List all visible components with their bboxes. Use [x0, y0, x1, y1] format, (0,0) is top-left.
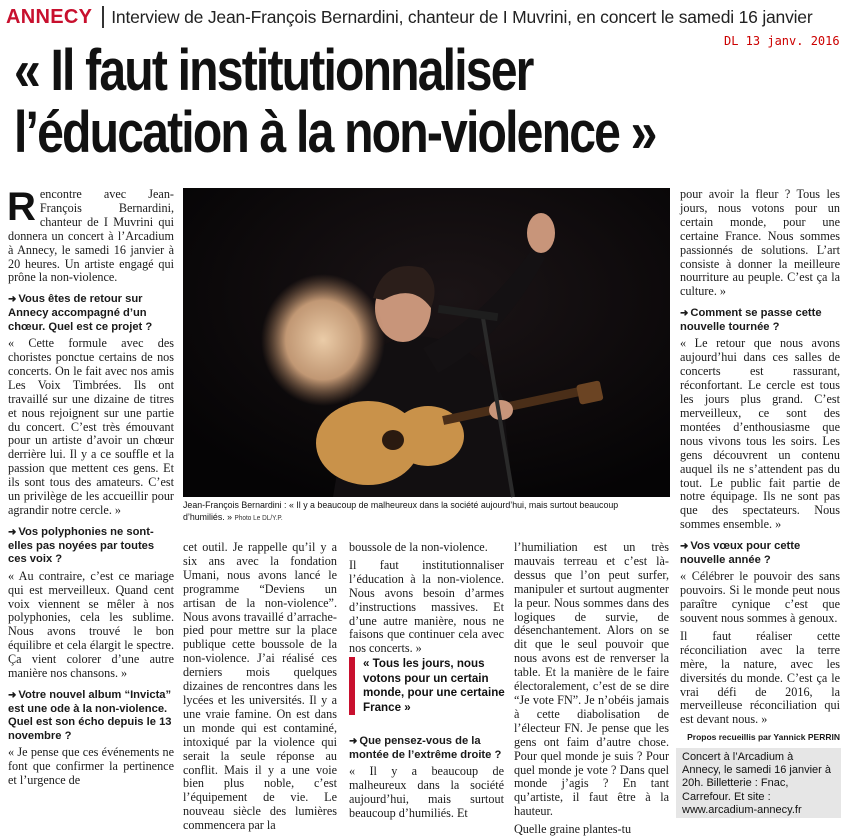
section-label: ANNECY: [6, 5, 93, 28]
pull-quote: « Tous les jours, nous votons pour un certain monde, pour une certaine France »: [349, 657, 507, 715]
arrow-icon: ➜: [349, 736, 358, 747]
arrow-icon: ➜: [680, 541, 689, 553]
column-3: boussole de la non-violence. Il faut institutionnaliser l’éducation à la non-violence. Nous avons besoin d’armes d’instructions massives. Et d’une autre manière, nous ne faisons que continuer cela avec nos concerts. »: [349, 540, 504, 656]
column-5: pour avoir la fleur ? Tous les jours, nous votons pour un certain monde, pour une certaine France. Nous sommes passionnés de solutions. L’art consiste à donner la meilleure nourriture au peuple. C’est ça la culture. » ➜ Comment se passe cette nouvelle tournée ? « Le retour que nous avons aujourd’hui dans ces salles de concerts est rassurant, réconfortant. Le cercle est tous les jours plus grand. C’est merveilleux, ce sont des montées d’enthousiasme que nous vivons tous les soirs. Les gens découvrent un contenu auquel ils ne s’attendent pas du tout. Le public fait partie de notre équipage. Ils ne sont pas que des spectateurs. Nous sommes ensemble. » ➜ Vos vœux pour cette nouvelle année ? « Célébrer le pouvoir des sans pouvoirs. Si le monde peut nous paraître cynique c’est que souvent nous sommes à genoux. Il faut réaliser cette réconciliation avec la terre mère, la nature, avec les diversités du monde. C’est ça le vrai défi de 2016, la merveilleuse réconciliation qui est devant nous. » Propos recueillis par Yannick PERRIN: [680, 188, 840, 743]
concert-info-box: Concert à l’Arcadium à Annecy, le samedi 16 janvier à 20h. Billetterie : Fnac, Carrefour. Et site : www.arcadium-annecy.fr: [676, 748, 841, 818]
drop-cap: R: [7, 185, 36, 229]
column-1: [7, 185, 174, 818]
photo-credit: Photo Le DL/Y.P.: [234, 515, 283, 522]
arrow-icon: ➜: [8, 526, 17, 538]
question-2: ➜ Vos polyphonies ne sont-elles pas noyées par toutes ces voix ?: [8, 525, 155, 566]
headline-line-2: l’éducation à la non-violence »: [14, 100, 656, 165]
answer-5: « Le retour que nous avons aujourd’hui dans ces salles de concerts est rassurant, réconfortant. Le cercle est tous les jours plus grand. C’est merveilleux, ce sont des montées d’enthousiasme que nous vivons tous les soirs. Les gens découvrent un contenu auquel ils ne s’attendent pas du tout. Le public fait partie de notre équipage. Ils ne sont pas que des spectateurs. Nous sommes ensemble. »: [680, 336, 840, 532]
photo-caption: Jean-François Bernardini : « Il y a beaucoup de malheureux dans la société aujourd’hui, mais surtout beaucoup d’humiliés. » Photo Le DL/Y.P.: [183, 500, 619, 523]
headline: [14, 40, 703, 164]
column-2: cet outil. Je rappelle qu’il y a six ans avec la fondation Umani, nous avons lancé le programme “Deviens un artisan de la non-violence”. Nous avons travaillé d’arrache-pied pour mettre sur la place publique cette boussole de la non-violence. J’ai réalisé ces derniers mois quelques dizaines de rencontres dans les lycées et les universités. Il y a une vraie famine. On est dans un monde qui est contaminé, intoxiqué par la violence qui serait la seule réponse au conflit. Mais il y a une voie bien plus noble, c’est l’équipement de vie. Le nouveau siècle des lumières commencera par la: [183, 540, 337, 833]
answer-3: « Je pense que ces événements ne font que confirmer la pertinence et l’urgence de: [8, 745, 174, 788]
question-4: ➜ Que pensez-vous de la montée de l’extrême droite ?: [349, 735, 502, 761]
column-4: l’humiliation est un très mauvais terreau et c’est là-dessus que l’on peut surfer, manipuler et surtout augmenter la peur. Nous sommes dans des logiques de survie, de désenchantement. Alors on se dit que le seul pouvoir que nous avons est de renverser la table. Et la manière de le faire électoralement, c’est de se dire “Je vote FN”. Je n’obéis jamais à cette diabolisation de l’électeur FN. Je pense que les gens ont faim d’autre chose. Pour quel monde je suis ? Pour quel monde je vote ? Dans quel monde j’agis ? En tant qu’artiste, il faut être à la hauteur. Quelle graine plantes-tu: [514, 540, 669, 837]
byline: Propos recueillis par Yannick PERRIN: [687, 732, 840, 743]
arrow-icon: ➜: [8, 294, 17, 306]
column-3-lower: [349, 735, 504, 818]
website-link[interactable]: www.arcadium-annecy.fr: [682, 803, 802, 816]
article-kicker: [6, 4, 812, 30]
answer-1: « Cette formule avec des choristes ponctue certains de nos concerts. On le fait avec nos amis Les Voix Timbrées. Ils ont travaillé sur une dizaine de titres et nous rejoignent sur une partie du concert. C’est très émouvant pour un artiste d’avoir un chœur derrière lui. Il y a ce souffle et la passion que mettent ces gens. Et ils sont tous des amateurs. C’est un privilège de les accueillir pour agrandir notre cercle. »: [8, 336, 174, 517]
question-6: ➜ Vos vœux pour cette nouvelle année ?: [680, 540, 801, 566]
photo-illustration: [183, 188, 670, 497]
kicker-divider: [102, 6, 104, 28]
concert-photo: [183, 188, 670, 497]
arrow-icon: ➜: [8, 689, 17, 701]
headline-line-1: « Il faut institutionnaliser: [14, 38, 533, 103]
intro-paragraph: Rencontre avec Jean-François Bernardini, chanteur de I Muvrini qui donnera un concert à l’Arcadium à Annecy, le samedi 16 janvier à 20 heures. Un artiste engagé qui prône la non-violence.: [7, 185, 174, 285]
date-stamp: DL 13 janv. 2016: [724, 34, 840, 48]
question-5: ➜ Comment se passe cette nouvelle tournée ?: [680, 307, 822, 333]
question-3: ➜ Votre nouvel album “Invicta” est une ode à la non-violence. Quel est son écho depuis le 13 novembre ?: [8, 688, 172, 742]
answer-2: « Au contraire, c’est ce mariage qui est merveilleux. Quand cent voix viennent se mêler à nos polyphonies, cela les sublime. Nous avons trouvé le bon équilibre et cela élargit le spectre. Ça vient colorer d’une autre manière nos chansons. »: [8, 568, 174, 681]
answer-4: « Il y a beaucoup de malheureux dans la société aujourd’hui, mais surtout beaucoup d’humiliés. Et: [349, 764, 504, 820]
arrow-icon: ➜: [680, 308, 689, 320]
article-deck: Interview de Jean-François Bernardini, chanteur de I Muvrini, en concert le samedi 16 janvier: [111, 6, 813, 27]
question-1: ➜ Vous êtes de retour sur Annecy accompagné d’un chœur. Quel est ce projet ?: [8, 293, 153, 333]
answer-6: « Célébrer le pouvoir des sans pouvoirs. Si le monde peut nous paraître cynique c’est que souvent nous sommes à genoux.: [680, 569, 840, 626]
